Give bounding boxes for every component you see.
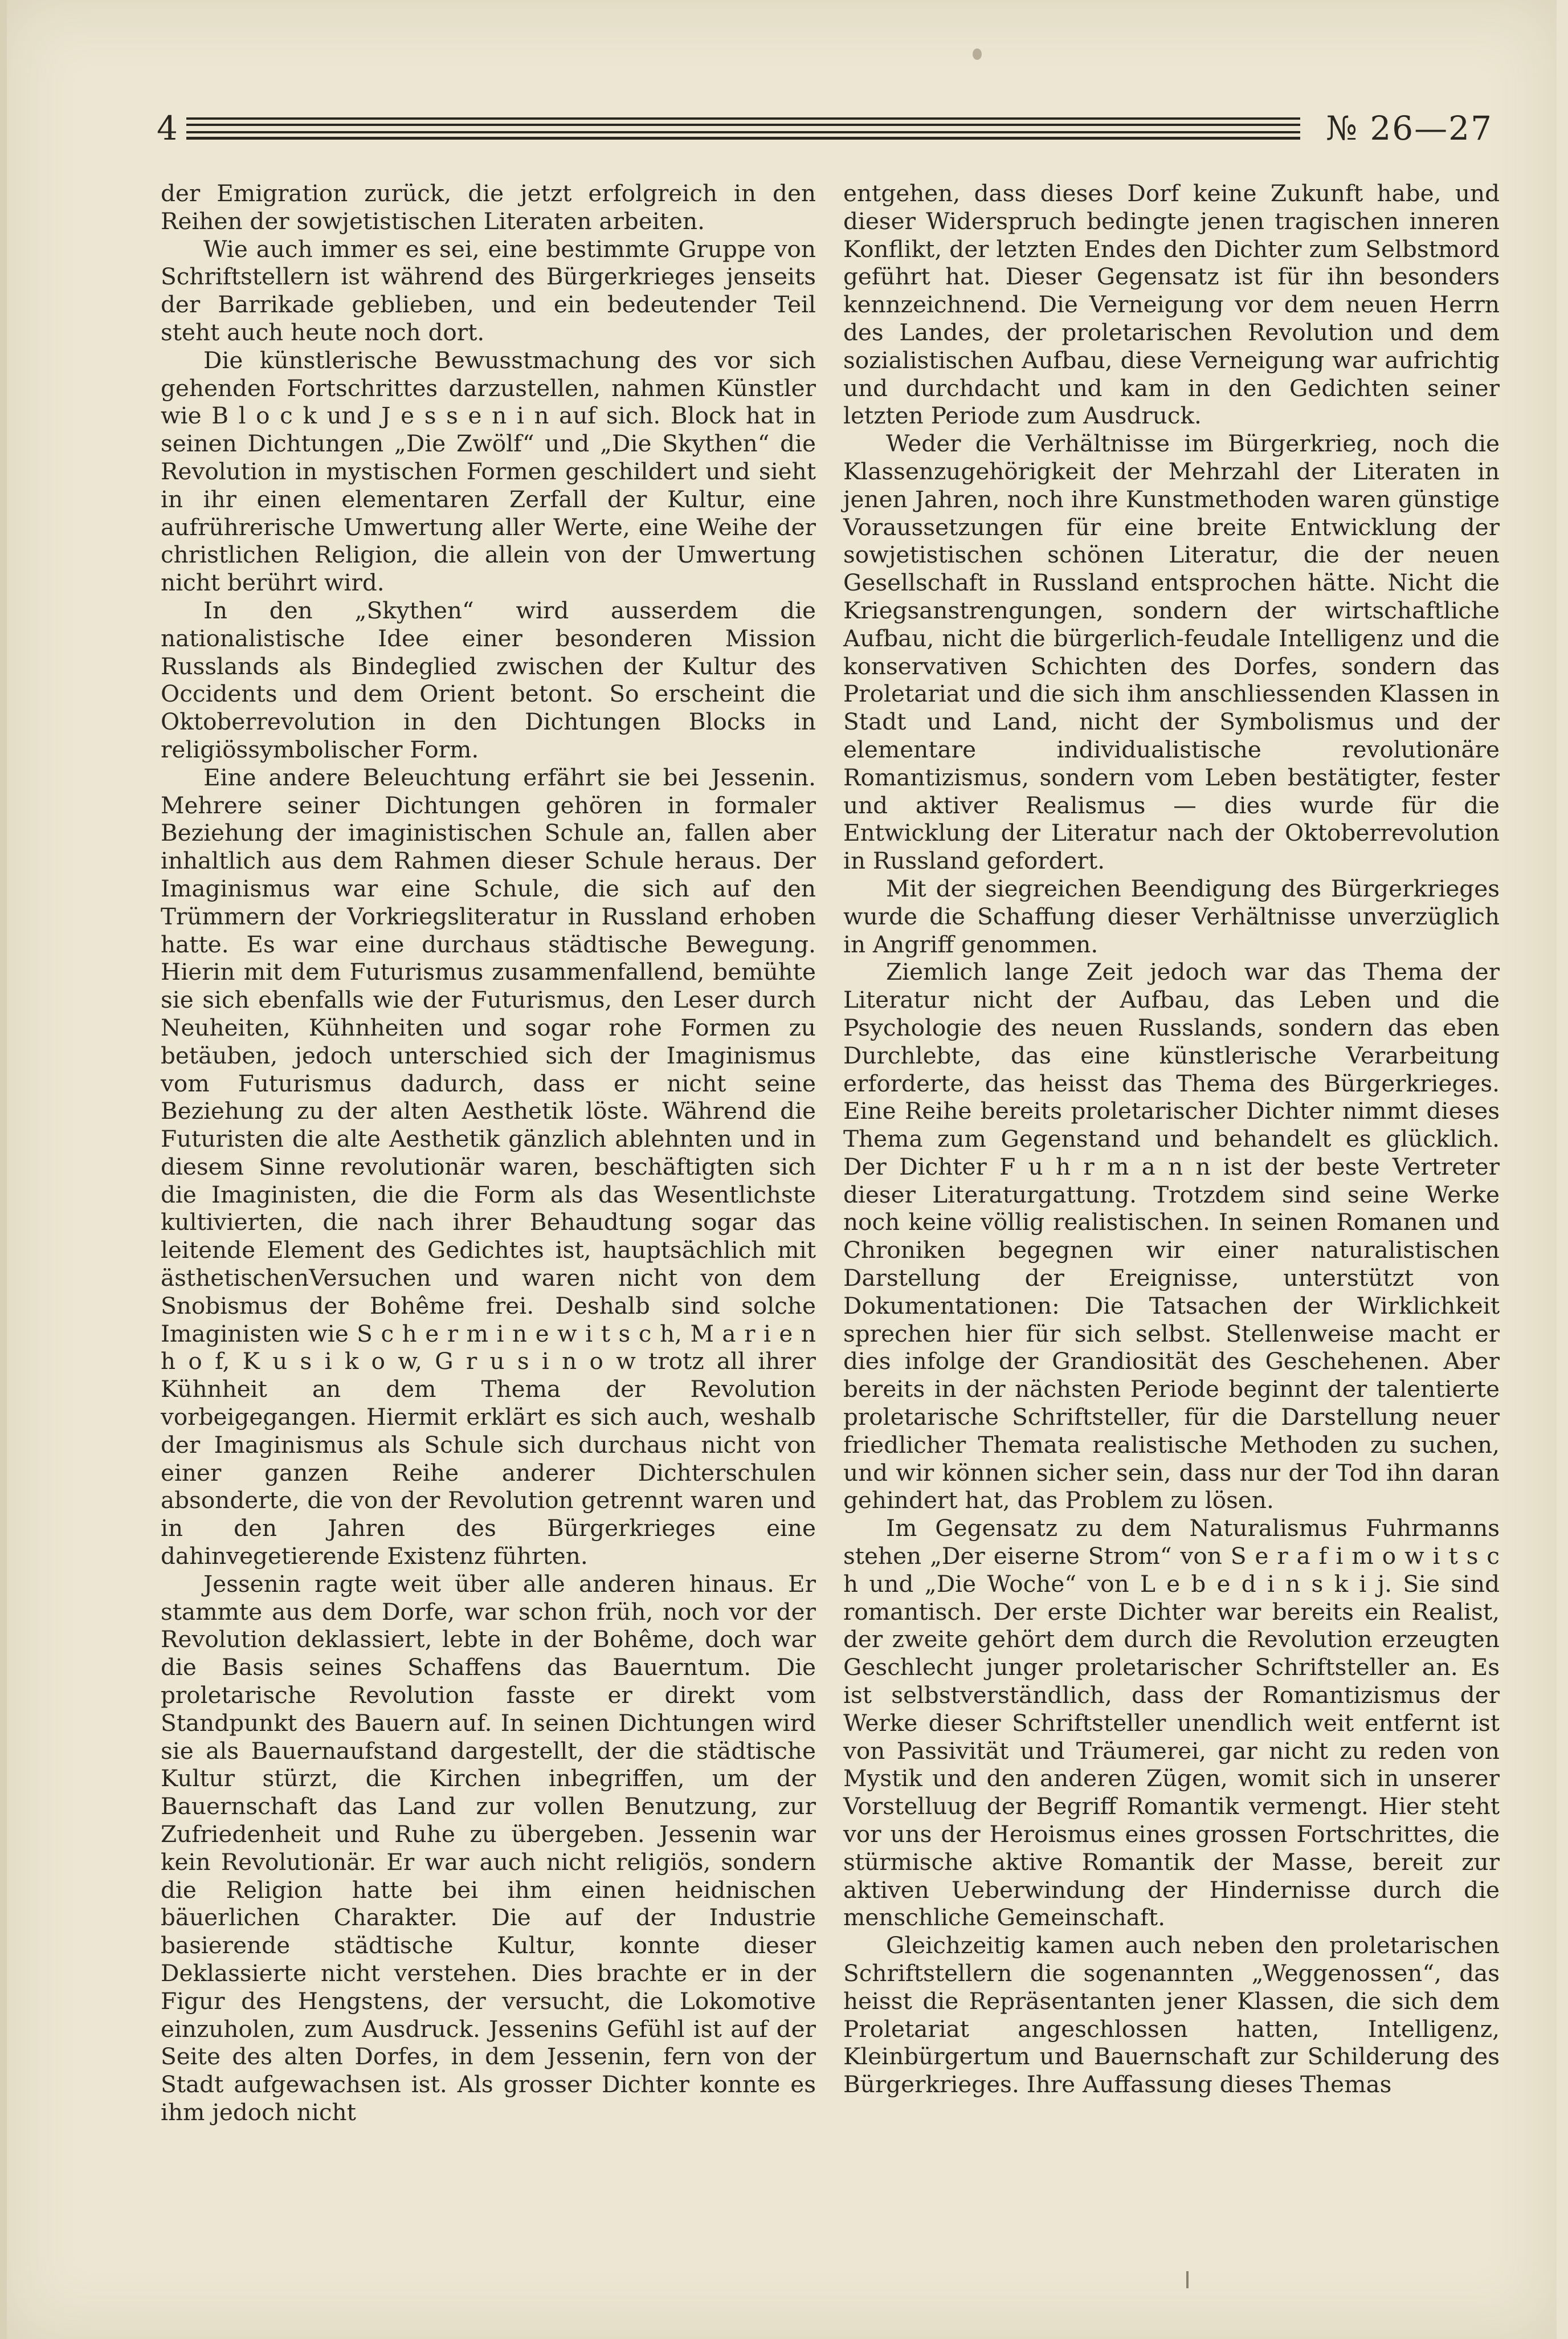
header-rule xyxy=(186,124,1300,126)
header-rule xyxy=(186,131,1300,133)
page-edge xyxy=(0,0,7,2339)
header-rule xyxy=(186,117,1300,120)
paragraph: Gleichzeitig kamen auch neben den proletarischen Schriftstellern die sogenannten „Weggenossen“, das heisst die Repräsentanten jener Klassen, die sich dem Proletariat angeschlossen hatten, Intelligenz, Kleinbürgertum und Bauernschaft zur Schilderung des Bürgerkrieges. Ihre Auffassung dieses Themas xyxy=(843,1931,1500,2098)
paragraph: Mit der siegreichen Beendigung des Bürgerkrieges wurde die Schaffung dieser Verhältnisse unverzüglich in Angriff genommen. xyxy=(843,874,1500,958)
paragraph: In den „Skythen“ wird ausserdem die nationalistische Idee einer besonderen Mission Russlands als Bindeglied zwischen der Kultur des Occidents und dem Orient betont. So erscheint die Oktoberrevolution in den Dichtungen Blocks in religiössymbolischer Form. xyxy=(161,596,816,763)
paragraph: Ziemlich lange Zeit jedoch war das Thema der Literatur nicht der Aufbau, das Leben und die Psychologie des neuen Russlands, sondern das eben Durchlebte, das eine künstlerische Verarbeitung erforderte, das heisst das Thema des Bürgerkrieges. Eine Reihe bereits proletarischer Dichter nimmt dieses Thema zum Gegenstand und behandelt es glücklich. Der Dichter F u h r m a n n ist der beste Vertreter dieser Literaturgattung. Trotzdem sind seine Werke noch keine völlig realistischen. In seinen Romanen und Chroniken begegnen wir einer naturalistischen Darstellung der Ereignisse, unterstützt von Dokumentationen: Die Tatsachen der Wirklichkeit sprechen hier für sich selbst. Stellenweise macht er dies infolge der Grandiosität des Geschehenen. Aber bereits in der nächsten Periode beginnt der talentierte proletarische Schriftsteller, für die Darstellung neuer friedlicher Themata realistische Methoden zu suchen, und wir können sicher sein, dass nur der Tod ihn daran gehindert hat, das Problem zu lösen. xyxy=(843,958,1500,1514)
header-rule xyxy=(186,137,1300,140)
paper-mark xyxy=(973,48,982,60)
paragraph: Wie auch immer es sei, eine bestimmte Gruppe von Schriftstellern ist während des Bürgerkrieges jenseits der Barrikade geblieben, und ein bedeutender Teil steht auch heute noch dort. xyxy=(161,235,816,346)
page-number: 4 xyxy=(157,109,178,148)
header-rules xyxy=(186,117,1300,140)
paragraph: Weder die Verhältnisse im Bürgerkrieg, noch die Klassenzugehörigkeit der Mehrzahl der Literaten in jenen Jahren, noch ihre Kunstmethoden waren günstige Voraussetzungen für eine breite Entwicklung der sowjetistischen schönen Literatur, die der neuen Gesellschaft in Russland entsprochen hätte. Nicht die Kriegsanstrengungen, sondern der wirtschaftliche Aufbau, nicht die bürgerlich-feudale Intelligenz und die konservativen Schichten des Dorfes, sondern das Proletariat und die sich ihm anschliessenden Klassen in Stadt und Land, nicht der Symbolismus und der elementare individualistische revolutionäre Romantizismus, sondern vom Leben bestätigter, fester und aktiver Realismus — dies wurde für die Entwicklung der Literatur nach der Oktoberrevolution in Russland gefordert. xyxy=(843,430,1500,875)
paragraph: Im Gegensatz zu dem Naturalismus Fuhrmanns stehen „Der eiserne Strom“ von S e r a f i m o w i t s c h und „Die Woche“ von L e b e d i n s k i j. Sie sind romantisch. Der erste Dichter war bereits ein Realist, der zweite gehört dem durch die Revolution erzeugten Geschlecht junger proletarischer Schriftsteller an. Es ist selbstverständlich, dass der Romantizismus der Werke dieser Schriftsteller unendlich weit entfernt ist von Passivität und Träumerei, gar nicht zu reden von Mystik und den anderen Zügen, womit sich in unserer Vorstelluug der Begriff Romantik vermengt. Hier steht vor uns der Heroismus eines grossen Fortschrittes, die stürmische aktive Romantik der Masse, bereit zur aktiven Ueberwindung der Hindernisse durch die menschliche Gemeinschaft. xyxy=(843,1514,1500,1931)
paragraph: der Emigration zurück, die jetzt erfolgreich in den Reihen der sowjetistischen Literaten arbeiten. xyxy=(161,180,816,235)
paper-mark xyxy=(1186,2271,1189,2288)
page-header xyxy=(157,107,1493,149)
left-column xyxy=(161,180,816,2126)
paragraph: Eine andere Beleuchtung erfährt sie bei Jessenin. Mehrere seiner Dichtungen gehören in formaler Beziehung der imaginistischen Schule an, fallen aber inhaltlich aus dem Rahmen dieser Schule heraus. Der Imaginismus war eine Schule, die sich auf den Trümmern der Vorkriegsliteratur in Russland erhoben hatte. Es war eine durchaus städtische Bewegung. Hierin mit dem Futurismus zusammenfallend, bemühte sie sich ebenfalls wie der Futurismus, den Leser durch Neuheiten, Kühnheiten und sogar rohe Formen zu betäuben, jedoch unterschied sich der Imaginismus vom Futurismus dadurch, dass er nicht seine Beziehung zu der alten Aesthetik löste. Während die Futuristen die alte Aesthetik gänzlich ablehnten und in diesem Sinne revolutionär waren, beschäftigten sich die Imaginisten, die die Form als das Wesentlichste kultivierten, die nach ihrer Behaudtung sogar das leitende Element des Gedichtes ist, hauptsächlich mit ästhetischenVersuchen und waren nicht von dem Snobismus der Bohême frei. Deshalb sind solche Imaginisten wie S c h e r m i n e w i t s c h, M a r i e n h o f, K u s i k o w, G r u s i n o w trotz all ihrer Kühnheit an dem Thema der Revolution vorbeigegangen. Hiermit erklärt es sich auch, weshalb der Imaginismus als Schule sich durchaus nicht von einer ganzen Reihe anderer Dichterschulen absonderte, die von der Revolution getrennt waren und in den Jahren des Bürgerkrieges eine dahinvegetierende Existenz führten. xyxy=(161,763,816,1570)
paragraph: entgehen, dass dieses Dorf keine Zukunft habe, und dieser Widerspruch bedingte jenen tragischen inneren Konflikt, der letzten Endes den Dichter zum Selbstmord geführt hat. Dieser Gegensatz ist für ihn besonders kennzeichnend. Die Verneigung vor dem neuen Herrn des Landes, der proletarischen Revolution und dem sozialistischen Aufbau, diese Verneigung war aufrichtig und durchdacht und kam in den Gedichten seiner letzten Periode zum Ausdruck. xyxy=(843,180,1500,430)
right-column xyxy=(843,180,1500,2098)
paragraph: Jessenin ragte weit über alle anderen hinaus. Er stammte aus dem Dorfe, war schon früh, noch vor der Revolution deklassiert, lebte in der Bohême, doch war die Basis seines Schaffens das Bauerntum. Die proletarische Revolution fasste er direkt vom Standpunkt des Bauern auf. In seinen Dichtungen wird sie als Bauernaufstand dargestellt, der die städtische Kultur stürzt, die Kirchen inbegriffen, um der Bauernschaft das Land zur vollen Benutzung, zur Zufriedenheit und Ruhe zu übergeben. Jessenin war kein Revolutionär. Er war auch nicht religiös, sondern die Religion hatte bei ihm einen heidnischen bäuerlichen Charakter. Die auf der Industrie basierende städtische Kultur, konnte dieser Deklassierte nicht verstehen. Dies brachte er in der Figur des Hengstens, der versucht, die Lokomotive einzuholen, zum Ausdruck. Jessenins Gefühl ist auf der Seite des alten Dorfes, in dem Jessenin, fern von der Stadt aufgewachsen ist. Als grosser Dichter konnte es ihm jedoch nicht xyxy=(161,1570,816,2126)
issue-number: № 26—27 xyxy=(1326,109,1493,148)
paragraph: Die künstlerische Bewusstmachung des vor sich gehenden Fortschrittes darzustellen, nahmen Künstler wie B l o c k und J e s s e n i n auf sich. Block hat in seinen Dichtungen „Die Zwölf“ und „Die Skythen“ die Revolution in mystischen Formen geschildert und sieht in ihr einen elementaren Zerfall der Kultur, eine aufrührerische Umwertung aller Werte, eine Weihe der christlichen Religion, die allein von der Umwertung nicht berührt wird. xyxy=(161,346,816,597)
